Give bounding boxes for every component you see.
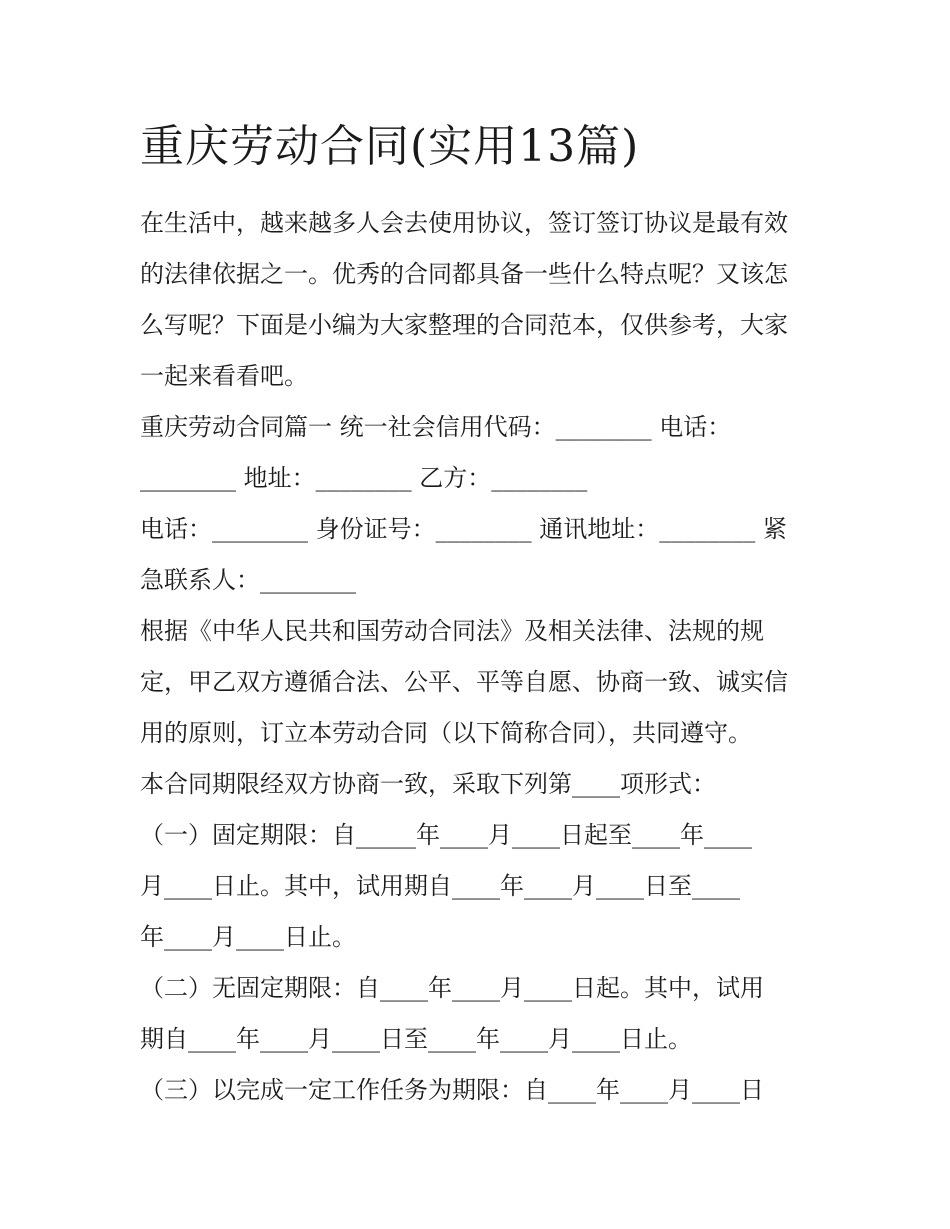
- body-line: （一）固定期限：自_____年____月____日起至____年____: [140, 821, 752, 849]
- body-line: 重庆劳动合同篇一 统一社会信用代码：________ 电话：: [140, 413, 732, 441]
- body-line: （三）以完成一定工作任务为期限：自____年____月____日: [140, 1076, 764, 1104]
- body-line: 本合同期限经双方协商一致，采取下列第____项形式：: [140, 770, 716, 798]
- body-line: 用的原则，订立本劳动合同（以下简称合同），共同遵守。: [140, 719, 752, 747]
- body-line: 么写呢？下面是小编为大家整理的合同范本，仅供参考，大家: [140, 311, 788, 339]
- body-line: 一起来看看吧。: [140, 362, 308, 390]
- document-title-text: 重庆劳动合同(实用13篇): [140, 121, 640, 172]
- body-line: 月____日止。其中，试用期自____年____月____日至____: [140, 872, 740, 900]
- body-line: 定，甲乙双方遵循合法、公平、平等自愿、协商一致、诚实信: [140, 668, 788, 696]
- document-body: [140, 198, 820, 1116]
- body-line: （二）无固定期限：自____年____月____日起。其中，试用: [140, 974, 764, 1002]
- body-line: 期自____年____月____日至____年____月____日止。: [140, 1025, 692, 1053]
- body-line: 在生活中，越来越多人会去使用协议，签订签订协议是最有效: [140, 209, 788, 237]
- document-title: [140, 112, 639, 182]
- body-line: 电话：________ 身份证号：________ 通讯地址：________ 紧: [140, 515, 787, 543]
- body-line: 年____月____日止。: [140, 923, 356, 951]
- body-line: 根据《中华人民共和国劳动合同法》及相关法律、法规的规: [140, 617, 764, 645]
- body-line: ________ 地址：________ 乙方：________: [140, 464, 588, 492]
- body-line: 急联系人：________: [140, 566, 356, 594]
- body-line: 的法律依据之一。优秀的合同都具备一些什么特点呢？又该怎: [140, 260, 788, 288]
